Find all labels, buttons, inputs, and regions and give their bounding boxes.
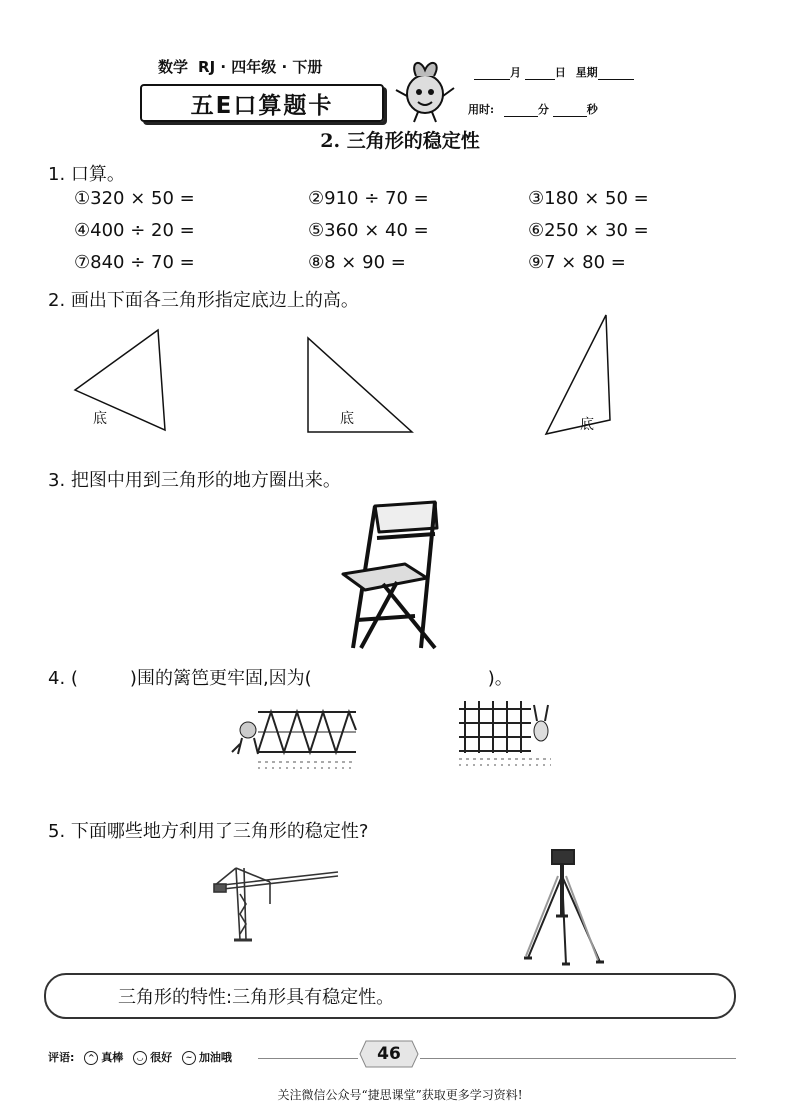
q2-label: 2. 画出下面各三角形指定底边上的高。 — [48, 290, 359, 311]
square-fence-illustration — [455, 695, 555, 771]
q3-label: 3. 把图中用到三角形的地方圈出来。 — [48, 470, 341, 491]
date-fields — [474, 64, 634, 80]
page-number: 46 — [377, 1044, 401, 1064]
eval-label: 评语: — [48, 1051, 75, 1064]
tripod-illustration — [520, 846, 610, 968]
q4-text-1: 4. ( — [48, 668, 78, 689]
good-face-icon[interactable]: ◡ — [133, 1051, 147, 1065]
triangle-3-base-label: 底 — [580, 417, 594, 433]
triangle-2-base-label: 底 — [340, 411, 354, 427]
folding-chair-illustration — [335, 498, 450, 658]
triangle-2 — [300, 330, 420, 440]
great-face-icon[interactable]: ^ — [84, 1051, 98, 1065]
weekday-label: 星期 — [575, 66, 598, 79]
q4-text-2: )围的篱笆更牢固,因为( — [129, 668, 312, 689]
calc-item: ⑨7 × 80 = — [528, 252, 626, 273]
calc-item: ⑧8 × 90 = — [308, 252, 406, 273]
footer-rule-right — [420, 1058, 736, 1059]
grade-label: RJ · 四年级 · 下册 — [198, 58, 323, 76]
triangle-fence-illustration — [228, 700, 358, 776]
weekday-blank[interactable] — [598, 69, 634, 80]
q4-sentence — [48, 664, 513, 690]
day-label: 日 — [554, 66, 566, 79]
calc-item: ③180 × 50 = — [528, 188, 649, 209]
subject-grade — [158, 56, 322, 77]
mascot-icon — [390, 52, 460, 124]
footer-rule-left — [258, 1058, 358, 1059]
minute-blank[interactable] — [504, 106, 538, 117]
second-label: 秒 — [586, 103, 598, 116]
evaluation-row — [48, 1049, 232, 1065]
triangle-1 — [70, 325, 180, 435]
day-blank[interactable] — [525, 69, 555, 80]
calc-item: ⑥250 × 30 = — [528, 220, 649, 241]
q5-label: 5. 下面哪些地方利用了三角形的稳定性? — [48, 821, 369, 842]
try-harder-face-icon[interactable]: ~ — [182, 1051, 196, 1065]
triangle-1-base-label: 底 — [93, 411, 107, 427]
calc-item: ④400 ÷ 20 = — [74, 220, 195, 241]
calc-item: ⑦840 ÷ 70 = — [74, 252, 195, 273]
eval-good: 很好 — [150, 1051, 173, 1064]
tower-crane-illustration — [210, 864, 342, 946]
time-label: 用时: — [468, 103, 495, 116]
promo-text: 关注微信公众号“捷思课堂”获取更多学习资料! — [277, 1088, 523, 1102]
page-title: 2. 三角形的稳定性 — [320, 130, 480, 152]
month-blank[interactable] — [474, 69, 510, 80]
eval-try: 加油哦 — [198, 1051, 232, 1064]
time-fields — [468, 101, 598, 117]
card-banner: 五E口算题卡 — [140, 84, 384, 122]
calc-item: ⑤360 × 40 = — [308, 220, 429, 241]
calc-item: ①320 × 50 = — [74, 188, 195, 209]
calc-item: ②910 ÷ 70 = — [308, 188, 429, 209]
subject-label: 数学 — [158, 58, 189, 76]
summary-text: 三角形的特性:三角形具有稳定性。 — [118, 987, 395, 1008]
minute-label: 分 — [537, 103, 549, 116]
q1-label: 1. 口算。 — [48, 164, 125, 185]
month-label: 月 — [510, 66, 521, 79]
q4-text-3: )。 — [487, 668, 513, 689]
second-blank[interactable] — [553, 106, 587, 117]
eval-great: 真棒 — [101, 1051, 124, 1064]
